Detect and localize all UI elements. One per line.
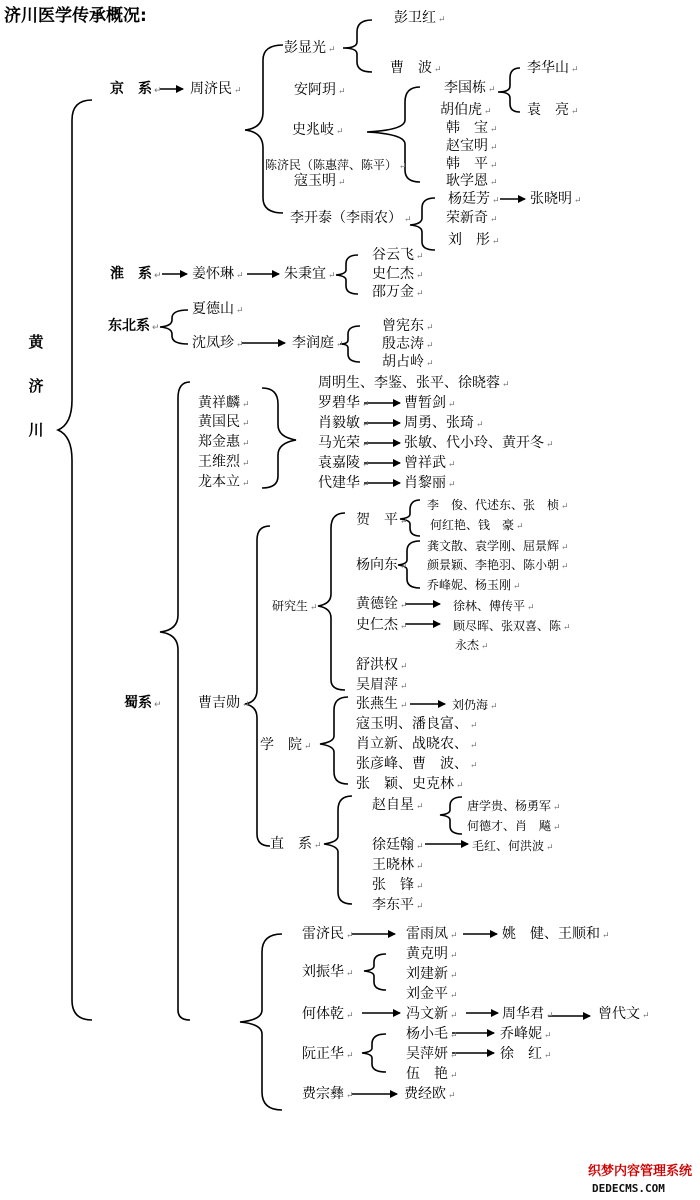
node-liguodong: 李国栋 ↵ bbox=[444, 80, 496, 96]
zzx-students-1: 何德才、肖 飚 ↵ bbox=[467, 819, 561, 833]
return-mark: ↵ bbox=[416, 882, 424, 892]
node-liurenghai: 刘仍海 ↵ bbox=[452, 698, 498, 712]
return-mark: ↵ bbox=[362, 460, 370, 470]
return-mark: ↵ bbox=[400, 517, 408, 527]
row-top-5-b: 肖黎丽 ↵ bbox=[404, 475, 456, 491]
return-mark: ↵ bbox=[399, 162, 407, 172]
yxd-students-2: 乔峰妮、杨玉刚 ↵ bbox=[427, 578, 521, 592]
return-mark: ↵ bbox=[448, 480, 456, 490]
node-zhoujimin: 周济民 ↵ bbox=[190, 81, 242, 97]
return-mark: ↵ bbox=[492, 237, 500, 247]
row-top-3-b: 张敏、代小玲、黄开冬 ↵ bbox=[404, 435, 554, 451]
return-mark: ↵ bbox=[450, 1031, 458, 1041]
return-mark: ↵ bbox=[450, 1071, 458, 1081]
node-feijingou: 费经欧 ↵ bbox=[404, 1086, 456, 1102]
row-top-2-a: 肖毅敏 ↵ bbox=[318, 415, 370, 431]
return-mark: ↵ bbox=[426, 341, 434, 351]
return-mark: ↵ bbox=[490, 178, 498, 188]
srj-students-0: 顾尽晖、张双喜、陈 ↵ bbox=[453, 619, 571, 633]
return-mark: ↵ bbox=[234, 86, 242, 96]
return-mark: ↵ bbox=[470, 761, 478, 771]
node-zengdaiwen: 曾代文 ↵ bbox=[598, 1006, 650, 1022]
watermark-title: 织梦内容管理系统 bbox=[588, 1164, 693, 1179]
college-row-3: 张彦峰、曹 波、 ↵ bbox=[356, 756, 478, 772]
node-jianghuailin: 姜怀琳 ↵ bbox=[192, 266, 244, 282]
return-mark: ↵ bbox=[416, 902, 424, 912]
return-mark: ↵ bbox=[502, 380, 510, 390]
node-wangxiaolin: 王晓林 ↵ bbox=[372, 857, 424, 873]
node-shaowanjin: 邵万金 ↵ bbox=[372, 284, 424, 300]
return-mark: ↵ bbox=[574, 196, 582, 206]
root-node: 黄济川 bbox=[28, 333, 44, 439]
node-shenfengzhen: 沈凤珍 ↵ bbox=[192, 335, 244, 351]
grad-label: 研究生 ↵ bbox=[272, 599, 318, 613]
xth-students: 毛红、何洪波 ↵ bbox=[472, 839, 554, 853]
node-gengxueen: 耿学恩 ↵ bbox=[446, 173, 498, 189]
return-mark: ↵ bbox=[553, 823, 561, 833]
college-row-4: 张 颖、史克林 ↵ bbox=[356, 776, 464, 792]
node-zhouhuajun: 周华君 ↵ bbox=[502, 1006, 554, 1022]
node-huangguomin: 黄国民 ↵ bbox=[198, 414, 250, 430]
return-mark: ↵ bbox=[362, 400, 370, 410]
node-kouyuming: 寇玉明 ↵ bbox=[294, 173, 346, 189]
node-pengxianguang: 彭显光 ↵ bbox=[284, 40, 336, 56]
return-mark: ↵ bbox=[476, 420, 484, 430]
node-liujinping: 刘金平 ↵ bbox=[406, 986, 458, 1002]
node-huzhanling: 胡占岭 ↵ bbox=[382, 354, 434, 370]
row-top-1-b: 曹暂剑 ↵ bbox=[404, 395, 456, 411]
node-longbenli: 龙本立 ↵ bbox=[198, 474, 250, 490]
return-mark: ↵ bbox=[571, 107, 579, 117]
return-mark: ↵ bbox=[346, 1051, 354, 1061]
node-xuhong: 徐 红 ↵ bbox=[500, 1046, 552, 1062]
node-shirenjie-grad: 史仁杰 ↵ bbox=[356, 617, 408, 633]
return-mark: ↵ bbox=[438, 15, 446, 25]
return-mark: ↵ bbox=[602, 931, 610, 941]
node-fengwenxin: 冯文新 ↵ bbox=[406, 1006, 458, 1022]
return-mark: ↵ bbox=[434, 65, 442, 75]
return-mark: ↵ bbox=[304, 742, 312, 752]
return-mark: ↵ bbox=[450, 971, 458, 981]
node-yangtingfang: 杨廷芳 ↵ bbox=[448, 191, 500, 207]
node-rongxinqi: 荣新奇 ↵ bbox=[446, 210, 498, 226]
college-label: 学 院 ↵ bbox=[260, 737, 312, 753]
return-mark: ↵ bbox=[400, 662, 408, 672]
node-zhengjinhui: 郑金惠 ↵ bbox=[198, 434, 250, 450]
return-mark: ↵ bbox=[236, 340, 244, 350]
node-huangdequan: 黄德铨 ↵ bbox=[356, 596, 408, 612]
branch-shu-label: 蜀系 ↵ bbox=[124, 695, 162, 711]
row-top-5-a: 代建华 ↵ bbox=[318, 475, 370, 491]
row-top-4-a: 袁嘉陵 ↵ bbox=[318, 455, 370, 471]
return-mark: ↵ bbox=[310, 603, 318, 613]
row-top-0: 周明生、李鉴、张平、徐晓蓉 ↵ bbox=[318, 375, 510, 391]
node-lidongping: 李东平 ↵ bbox=[372, 897, 424, 913]
row-top-3-a: 马光荣 ↵ bbox=[318, 435, 370, 451]
return-mark: ↵ bbox=[346, 931, 354, 941]
return-mark: ↵ bbox=[450, 1011, 458, 1021]
return-mark: ↵ bbox=[470, 741, 478, 751]
node-huangkeming: 黄克明 ↵ bbox=[406, 946, 458, 962]
return-mark: ↵ bbox=[242, 700, 250, 710]
return-mark: ↵ bbox=[488, 85, 496, 95]
hdq-students: 徐林、傅传平 ↵ bbox=[453, 599, 535, 613]
node-qiaofengni: 乔峰妮 ↵ bbox=[500, 1026, 552, 1042]
return-mark: ↵ bbox=[490, 161, 498, 171]
return-mark: ↵ bbox=[154, 271, 162, 281]
return-mark: ↵ bbox=[513, 582, 521, 592]
return-mark: ↵ bbox=[450, 951, 458, 961]
node-wangweilie: 王维烈 ↵ bbox=[198, 454, 250, 470]
return-mark: ↵ bbox=[338, 87, 346, 97]
node-shuhongquan: 舒洪权 ↵ bbox=[356, 657, 408, 673]
return-mark: ↵ bbox=[546, 843, 554, 853]
node-huangxianglin: 黄祥麟 ↵ bbox=[198, 395, 250, 411]
return-mark: ↵ bbox=[236, 306, 244, 316]
node-yangxiaomao: 杨小毛 ↵ bbox=[406, 1026, 458, 1042]
return-mark: ↵ bbox=[346, 1011, 354, 1021]
node-yinzhitao: 殷志涛 ↵ bbox=[382, 336, 434, 352]
node-shizhaoqi: 史兆岐 ↵ bbox=[292, 122, 344, 138]
return-mark: ↵ bbox=[236, 271, 244, 281]
node-zhaozixing: 赵自星 ↵ bbox=[372, 797, 424, 813]
return-mark: ↵ bbox=[346, 969, 354, 979]
return-mark: ↵ bbox=[400, 701, 408, 711]
return-mark: ↵ bbox=[154, 86, 162, 96]
return-mark: ↵ bbox=[400, 622, 408, 632]
return-mark: ↵ bbox=[544, 1031, 552, 1041]
return-mark: ↵ bbox=[448, 460, 456, 470]
row-top-4-b: 曾祥武 ↵ bbox=[404, 455, 456, 471]
node-zhubingyi: 朱秉宜 ↵ bbox=[284, 266, 336, 282]
return-mark: ↵ bbox=[448, 1091, 456, 1101]
node-liuzhenhua: 刘振华 ↵ bbox=[302, 964, 354, 980]
node-caobo: 曹 波 ↵ bbox=[390, 60, 442, 76]
return-mark: ↵ bbox=[546, 1011, 554, 1021]
return-mark: ↵ bbox=[561, 562, 569, 572]
node-yuanliang: 袁 亮 ↵ bbox=[527, 102, 579, 118]
return-mark: ↵ bbox=[450, 931, 458, 941]
node-zhaobaoming: 赵宝明 ↵ bbox=[446, 138, 498, 154]
return-mark: ↵ bbox=[362, 480, 370, 490]
return-mark: ↵ bbox=[416, 252, 424, 262]
return-mark: ↵ bbox=[242, 400, 250, 410]
return-mark: ↵ bbox=[450, 1051, 458, 1061]
return-mark: ↵ bbox=[362, 440, 370, 450]
return-mark: ↵ bbox=[426, 359, 434, 369]
return-mark: ↵ bbox=[544, 1051, 552, 1061]
node-zengxiandong: 曾宪东 ↵ bbox=[382, 318, 434, 334]
return-mark: ↵ bbox=[490, 702, 498, 712]
return-mark: ↵ bbox=[336, 127, 344, 137]
college-row-0: 张燕生 ↵ bbox=[356, 696, 408, 712]
node-wuyan: 伍 艳 ↵ bbox=[406, 1066, 458, 1082]
node-lirunting: 李润庭 ↵ bbox=[292, 335, 344, 351]
return-mark: ↵ bbox=[336, 340, 344, 350]
heping-students-0: 李 俊、代述东、张 桢 ↵ bbox=[427, 498, 569, 512]
heping-students-1: 何红艳、钱 豪 ↵ bbox=[430, 518, 524, 532]
return-mark: ↵ bbox=[426, 323, 434, 333]
return-mark: ↵ bbox=[416, 862, 424, 872]
node-caojixun: 曹吉勋 ↵ bbox=[198, 695, 250, 711]
branch-huai-label: 淮 系 ↵ bbox=[110, 266, 162, 282]
return-mark: ↵ bbox=[456, 781, 464, 791]
return-mark: ↵ bbox=[416, 802, 424, 812]
direct-label: 直 系 ↵ bbox=[270, 836, 322, 852]
return-mark: ↵ bbox=[400, 601, 408, 611]
return-mark: ↵ bbox=[490, 143, 498, 153]
node-liujianxin: 刘建新 ↵ bbox=[406, 966, 458, 982]
lei-students: 姚 健、王顺和 ↵ bbox=[502, 926, 610, 942]
node-zhangxiaoming: 张晓明 ↵ bbox=[530, 191, 582, 207]
return-mark: ↵ bbox=[346, 1091, 354, 1101]
return-mark: ↵ bbox=[154, 700, 162, 710]
node-pengweihong: 彭卫红 ↵ bbox=[394, 10, 446, 26]
return-mark: ↵ bbox=[561, 502, 569, 512]
return-mark: ↵ bbox=[481, 642, 489, 652]
return-mark: ↵ bbox=[242, 419, 250, 429]
return-mark: ↵ bbox=[400, 682, 408, 692]
row-top-2-b: 周勇、张琦 ↵ bbox=[404, 415, 484, 431]
node-lihuashan: 李华山 ↵ bbox=[527, 60, 579, 76]
node-liutong: 刘 彤 ↵ bbox=[448, 232, 500, 248]
return-mark: ↵ bbox=[516, 522, 524, 532]
node-shirenjie: 史仁杰 ↵ bbox=[372, 266, 424, 282]
row-top-1-a: 罗碧华 ↵ bbox=[318, 395, 370, 411]
return-mark: ↵ bbox=[404, 215, 412, 225]
page-title: 济川医学传承概况: bbox=[4, 6, 147, 26]
return-mark: ↵ bbox=[642, 1011, 650, 1021]
node-zhangfeng: 张 锋 ↵ bbox=[372, 877, 424, 893]
return-mark: ↵ bbox=[563, 623, 571, 633]
return-mark: ↵ bbox=[448, 400, 456, 410]
college-row-2: 肖立新、战晓农、 ↵ bbox=[356, 736, 478, 752]
return-mark: ↵ bbox=[242, 479, 250, 489]
return-mark: ↵ bbox=[152, 323, 160, 333]
branch-dongbei-label: 东北系 ↵ bbox=[108, 318, 160, 334]
node-leiyufeng: 雷雨凤 ↵ bbox=[406, 926, 458, 942]
college-row-1: 寇玉明、潘良富、 ↵ bbox=[356, 716, 478, 732]
watermark-domain: DEDECMS.COM bbox=[592, 1182, 665, 1195]
return-mark: ↵ bbox=[242, 459, 250, 469]
node-hanping: 韩 平 ↵ bbox=[446, 156, 498, 172]
return-mark: ↵ bbox=[328, 271, 336, 281]
node-wumeiping: 吴眉萍 ↵ bbox=[356, 677, 408, 693]
node-xutinghan: 徐廷翰 ↵ bbox=[372, 837, 424, 853]
return-mark: ↵ bbox=[490, 125, 498, 135]
return-mark: ↵ bbox=[328, 45, 336, 55]
return-mark: ↵ bbox=[490, 215, 498, 225]
return-mark: ↵ bbox=[362, 420, 370, 430]
node-likaitai: 李开泰（李雨农） ↵ bbox=[290, 210, 412, 226]
return-mark: ↵ bbox=[571, 65, 579, 75]
return-mark: ↵ bbox=[492, 196, 500, 206]
node-heping: 贺 平 ↵ bbox=[356, 512, 408, 528]
return-mark: ↵ bbox=[416, 289, 424, 299]
return-mark: ↵ bbox=[400, 562, 408, 572]
node-guyunfei: 谷云飞 ↵ bbox=[372, 247, 424, 263]
return-mark: ↵ bbox=[561, 543, 569, 553]
zzx-students-0: 唐学贵、杨勇军 ↵ bbox=[467, 799, 561, 813]
branch-jing-label: 京 系 ↵ bbox=[110, 81, 162, 97]
node-hetiqian: 何体乾 ↵ bbox=[302, 1006, 354, 1022]
return-mark: ↵ bbox=[546, 440, 554, 450]
return-mark: ↵ bbox=[314, 841, 322, 851]
return-mark: ↵ bbox=[416, 842, 424, 852]
return-mark: ↵ bbox=[450, 991, 458, 1001]
return-mark: ↵ bbox=[338, 178, 346, 188]
return-mark: ↵ bbox=[484, 107, 492, 117]
yxd-students-0: 龚文散、袁学刚、屈景辉 ↵ bbox=[427, 539, 569, 553]
node-hanbao: 韩 宝 ↵ bbox=[446, 120, 498, 136]
node-feizongyi: 费宗彝 ↵ bbox=[302, 1086, 354, 1102]
yxd-students-1: 颜景颖、李艳羽、陈小朝 ↵ bbox=[427, 558, 569, 572]
return-mark: ↵ bbox=[553, 803, 561, 813]
return-mark: ↵ bbox=[242, 439, 250, 449]
node-xiadeshan: 夏德山 ↵ bbox=[192, 301, 244, 317]
return-mark: ↵ bbox=[527, 603, 535, 613]
node-yangxiangdong: 杨向东 ↵ bbox=[356, 557, 408, 573]
node-chenjimin: 陈济民（陈惠萍、陈平） ↵ bbox=[265, 158, 407, 172]
return-mark: ↵ bbox=[416, 271, 424, 281]
srj-students-1: 永杰 ↵ bbox=[455, 638, 489, 652]
node-leijimin: 雷济民 ↵ bbox=[302, 926, 354, 942]
node-ruanzhenghua: 阮正华 ↵ bbox=[302, 1046, 354, 1062]
node-wupingyan: 吴萍妍 ↵ bbox=[406, 1046, 458, 1062]
return-mark: ↵ bbox=[470, 721, 478, 731]
node-huboahu: 胡伯虎 ↵ bbox=[440, 102, 492, 118]
node-anayue: 安阿玥 ↵ bbox=[294, 82, 346, 98]
